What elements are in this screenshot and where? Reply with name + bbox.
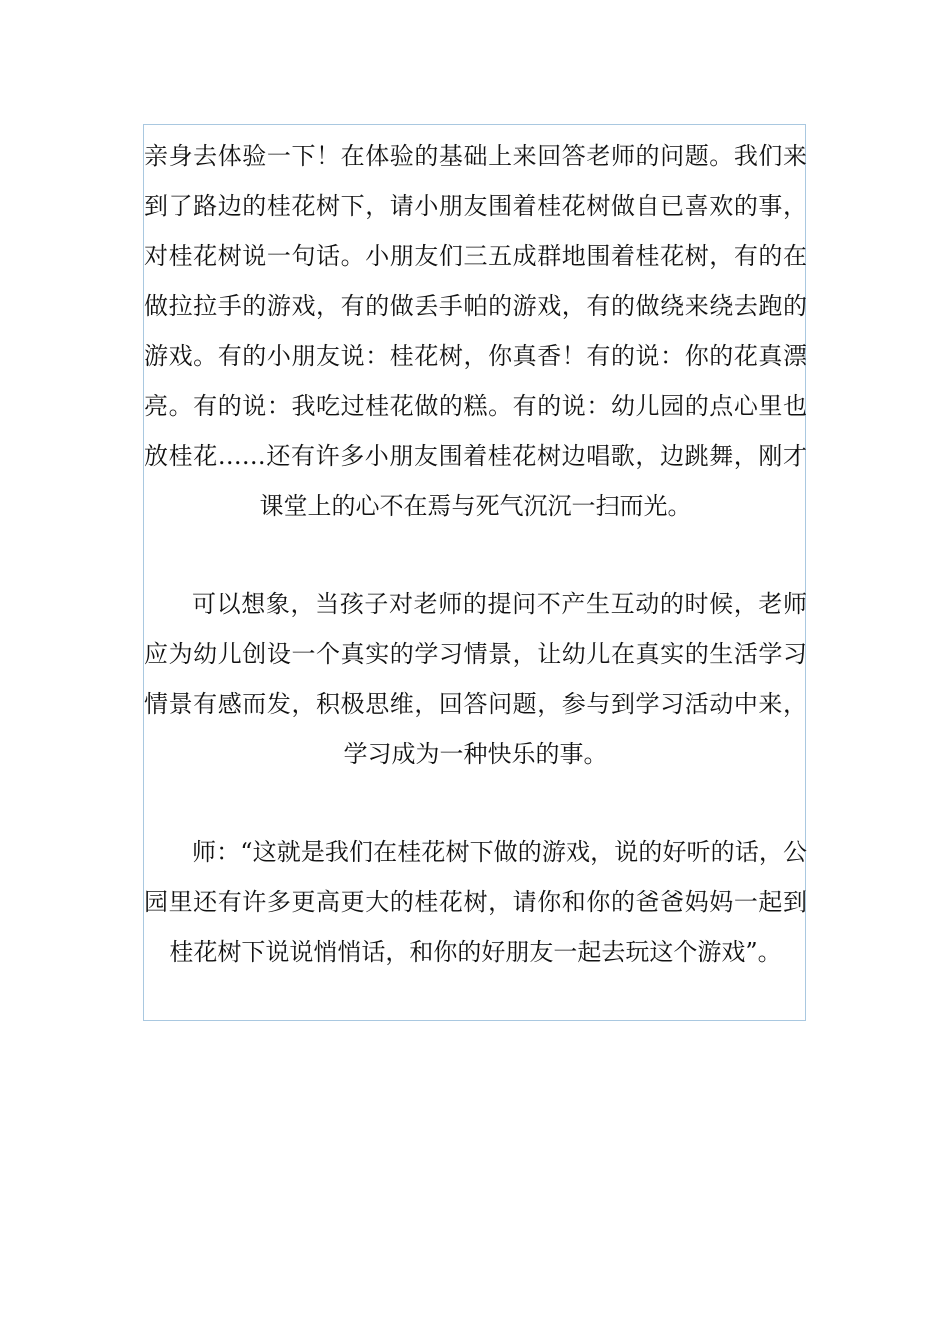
paragraph-3: 师：“这就是我们在桂花树下做的游戏，说的好听的话，公园里还有许多更高更大的桂花树，请你和你的爸爸妈妈一起到桂花树下说说悄悄话，和你的好朋友一起去玩这个游戏”。 [144,838,807,966]
text-frame [143,124,806,1021]
paragraph-2: 可以想象，当孩子对老师的提问不产生互动的时候，老师应为幼儿创设一个真实的学习情景，让幼儿在真实的生活学习情景有感而发，积极思维，回答问题，参与到学习活动中来，学习成为一种快乐的事。 [144,590,807,768]
paragraph-1: 亲身去体验一下！在体验的基础上来回答老师的问题。我们来到了路边的桂花树下，请小朋友围着桂花树做自已喜欢的事，对桂花树说一句话。小朋友们三五成群地围着桂花树，有的在做拉拉手的游戏，有的做丢手帕的游戏，有的做绕来绕去跑的游戏。有的小朋友说：桂花树，你真香！有的说：你的花真漂亮。有的说：我吃过桂花做的糕。有的说：幼儿园的点心里也放桂花……还有许多小朋友围着桂花树边唱歌，边跳舞，刚才课堂上的心不在焉与死气沉沉一扫而光。 [144,142,807,520]
